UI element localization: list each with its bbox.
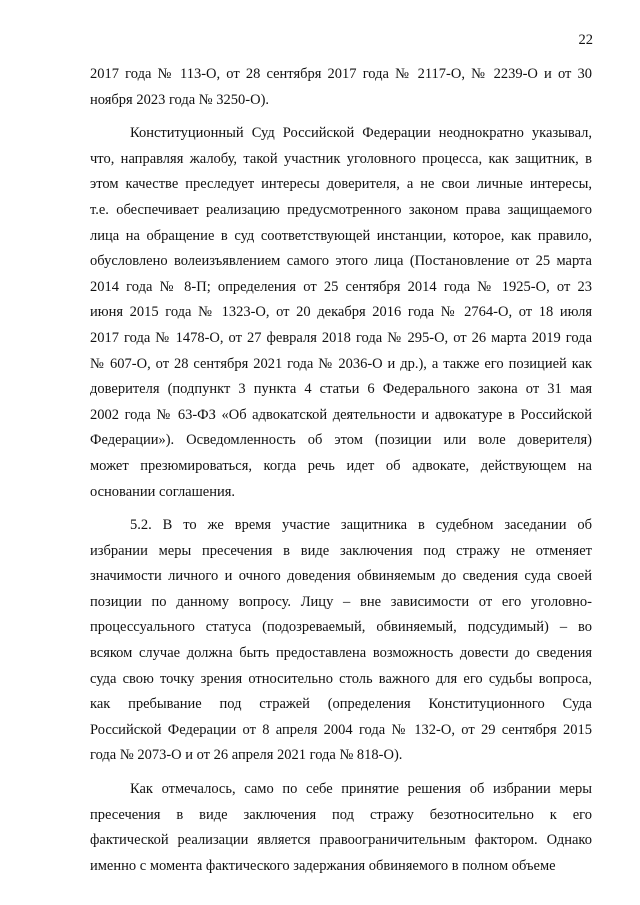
- text-line: ноября 2023 года № 3250-О).: [90, 91, 270, 108]
- text-line: 2002 года № 63-ФЗ «Об адвокатской деятельности и адвокатуре в Российской: [90, 406, 592, 423]
- text-line: позиции по данному вопросу. Лицу – вне зависимости от его уголовно-: [90, 593, 592, 610]
- text-line: фактической реализации является правоограничительным фактором. Однако: [90, 832, 592, 849]
- text-line: значимости личного и очного доведения обвиняемым до сведения суда своей: [90, 568, 592, 585]
- text-line: доверителя (подпункт 3 пункта 4 статьи 6 Федерального закона от 31 мая: [90, 381, 592, 398]
- text-line: что, направляя жалобу, такой участник уголовного процесса, как защитник, в: [90, 150, 592, 167]
- paragraph: [90, 62, 592, 113]
- text-line: лица на обращение в суд соответствующей инстанции, которое, как правило,: [90, 227, 592, 244]
- text-line: 2014 года № 8-П; определения от 25 сентября 2014 года № 1925-О, от 23: [90, 278, 592, 295]
- paragraph: [90, 513, 592, 769]
- text-line: 2017 года № 113-О, от 28 сентября 2017 года № 2117-О, № 2239-О и от 30: [90, 66, 592, 82]
- text-line: может презюмироваться, когда речь идет об адвокате, действующем на: [90, 457, 592, 474]
- text-line: т.е. обеспечивает реализацию предусмотренного законом права защищаемого: [90, 201, 592, 218]
- text-line: именно с момента фактического задержания обвиняемого в полном объеме: [90, 857, 556, 874]
- text-line: 5.2. В то же время участие защитника в судебном заседании об: [130, 517, 592, 534]
- text-line: июня 2015 года № 1323-О, от 20 декабря 2016 года № 2764-О, от 18 июля: [90, 304, 592, 321]
- text-line: Конституционный Суд Российской Федерации неоднократно указывал,: [130, 125, 592, 142]
- text-line: этом качестве преследует интересы доверителя, а не свои личные интересы,: [90, 176, 592, 193]
- text-line: обусловлено волеизъявлением самого этого лица (Постановление от 25 марта: [90, 253, 592, 270]
- text-line: всяком случае должна быть предоставлена возможность довести до сведения: [90, 645, 592, 662]
- document-body: [90, 62, 592, 887]
- page-number: 22: [578, 32, 593, 48]
- text-line: как пребывание под стражей (определения Конституционного Суда: [90, 696, 592, 713]
- text-line: процессуального статуса (подозреваемый, обвиняемый, подсудимый) – во: [90, 619, 592, 636]
- text-line: года № 2073-О и от 26 апреля 2021 года № 818-О).: [90, 747, 403, 764]
- text-line: № 607-О, от 28 сентября 2021 года № 2036-О и др.), а также его позицией как: [90, 355, 592, 372]
- text-line: основании соглашения.: [90, 483, 236, 500]
- paragraph: [90, 121, 592, 505]
- text-line: Федерации»). Осведомленность об этом (позиции или воле доверителя): [90, 432, 592, 449]
- text-line: избрании меры пресечения в виде заключения под стражу не отменяет: [90, 542, 592, 559]
- text-line: Российской Федерации от 8 апреля 2004 года № 132-О, от 29 сентября 2015: [90, 721, 592, 738]
- text-line: Как отмечалось, само по себе принятие решения об избрании меры: [130, 781, 592, 798]
- paragraph: [90, 777, 592, 879]
- text-line: пресечения в виде заключения под стражу безотносительно к его: [90, 806, 592, 823]
- text-line: суда свою точку зрения относительно столь важного для его судьбы вопроса,: [90, 670, 592, 687]
- text-line: 2017 года № 1478-О, от 27 февраля 2018 года № 295-О, от 26 марта 2019 года: [90, 329, 592, 346]
